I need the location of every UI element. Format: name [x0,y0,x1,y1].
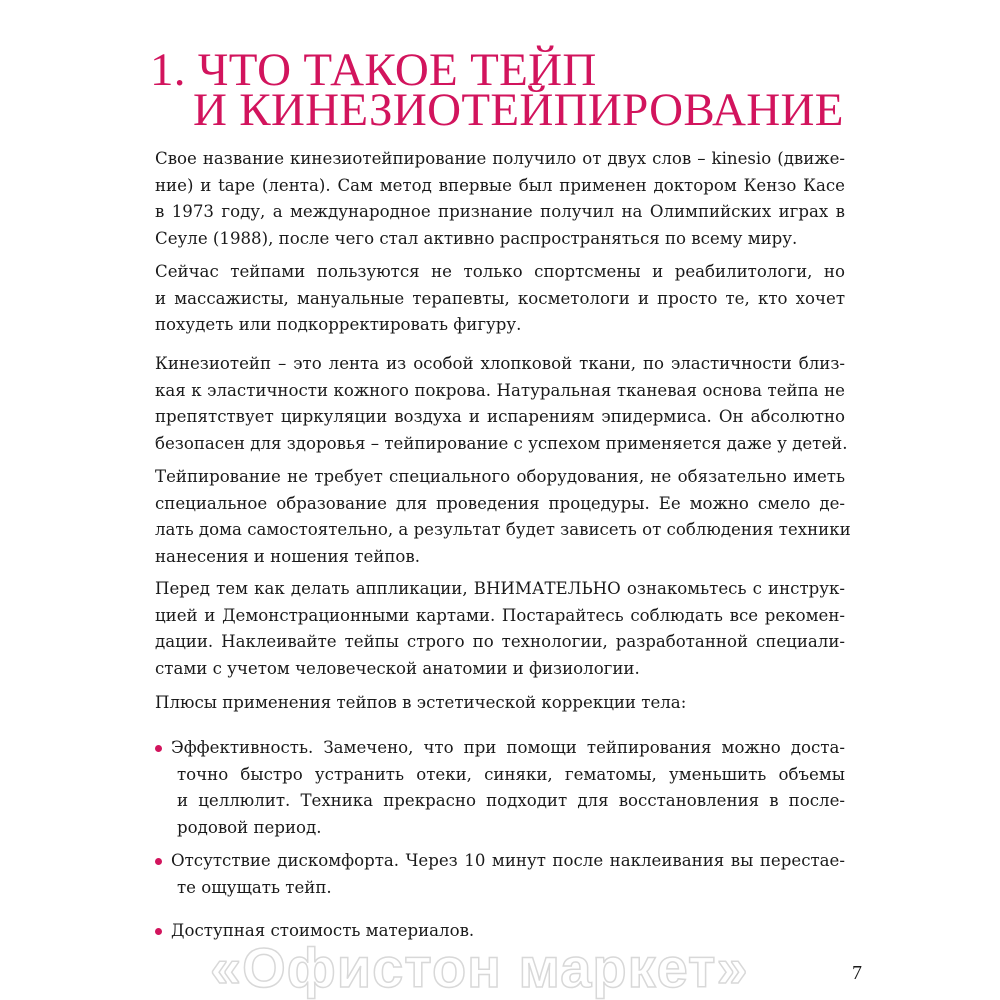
text-line: Сейчас тейпами пользуются не только спортсмены и реабилитологи, но [155,262,845,281]
text-line: безопасен для здоровья – тейпирование с успехом применяется даже у детей. [155,433,848,453]
text-line: ние) и tape (лента). Сам метод впервые был применен доктором Кензо Касе [155,175,845,195]
text-line: лать дома самостоятельно, а результат будет зависеть от соблюдения техники [155,520,851,540]
text-line: Плюсы применения тейпов в эстетической коррекции тела: [155,693,687,712]
text-line: Сеуле (1988), после чего стал активно распространяться по всему миру. [155,228,798,248]
chapter-title-line-1: 1. ЧТО ТАКОЕ ТЕЙП [150,44,597,96]
paragraph [155,576,845,682]
text-line: точно быстро устранить отеки, синяки, гематомы, уменьшить объемы [177,764,845,784]
chapter-title-line-2: И КИНЕЗИОТЕЙПИРОВАНИЕ [193,84,844,136]
text-line: Кинезиотейп – это лента из особой хлопковой ткани, по эластичности близ- [155,354,845,373]
watermark: «Офистон маркет» [210,936,749,999]
bullet-icon [155,928,162,935]
text-line: Эффективность. Замечено, что при помощи тейпирования можно доста- [171,738,845,757]
text-line: стами с учетом человеческой анатомии и физиологии. [155,658,640,678]
bullet-icon [155,858,162,865]
paragraph [155,464,851,570]
text-line: Отсутствие дискомфорта. Через 10 минут после наклеивания вы перестае- [171,851,845,870]
text-line: специальное образование для проведения процедуры. Ее можно смело де- [155,493,845,513]
text-line: Свое название кинезиотейпирование получило от двух слов – kinesio (движе- [155,149,845,168]
text-line: родовой период. [177,817,322,837]
text-line: в 1973 году, а международное признание получил на Олимпийских играх в [155,202,845,222]
text-line: и целлюлит. Техника прекрасно подходит для восстановления в после- [177,791,845,811]
paragraph [155,690,845,717]
paragraph [155,259,845,339]
text-line: препятствует циркуляции воздуха и испарениям эпидермиса. Он абсолютно [155,407,845,427]
text-line: Тейпирование не требует специального оборудования, не обязательно иметь [155,467,845,486]
text-line: кая к эластичности кожного покрова. Натуральная тканевая основа тейпа не [155,380,845,400]
text-line: похудеть или подкорректировать фигуру. [155,315,522,335]
paragraph [155,351,848,457]
bullet-item [155,848,845,901]
bullet-icon [155,745,162,752]
text-line: дации. Наклеивайте тейпы строго по технологии, разработанной специали- [155,632,845,652]
text-line: Перед тем как делать аппликации, ВНИМАТЕЛЬНО ознакомьтесь с инструк- [155,579,845,598]
text-line: Доступная стоимость материалов. [171,921,475,940]
bullet-item [155,735,845,841]
page-number: 7 [852,962,862,984]
text-line: цией и Демонстрационными картами. Постарайтесь соблюдать все рекомен- [155,605,845,625]
paragraph [155,146,845,252]
text-line: и массажисты, мануальные терапевты, косметологи и просто те, кто хочет [155,288,845,308]
text-line: те ощущать тейп. [177,877,332,897]
text-line: нанесения и ношения тейпов. [155,546,421,566]
